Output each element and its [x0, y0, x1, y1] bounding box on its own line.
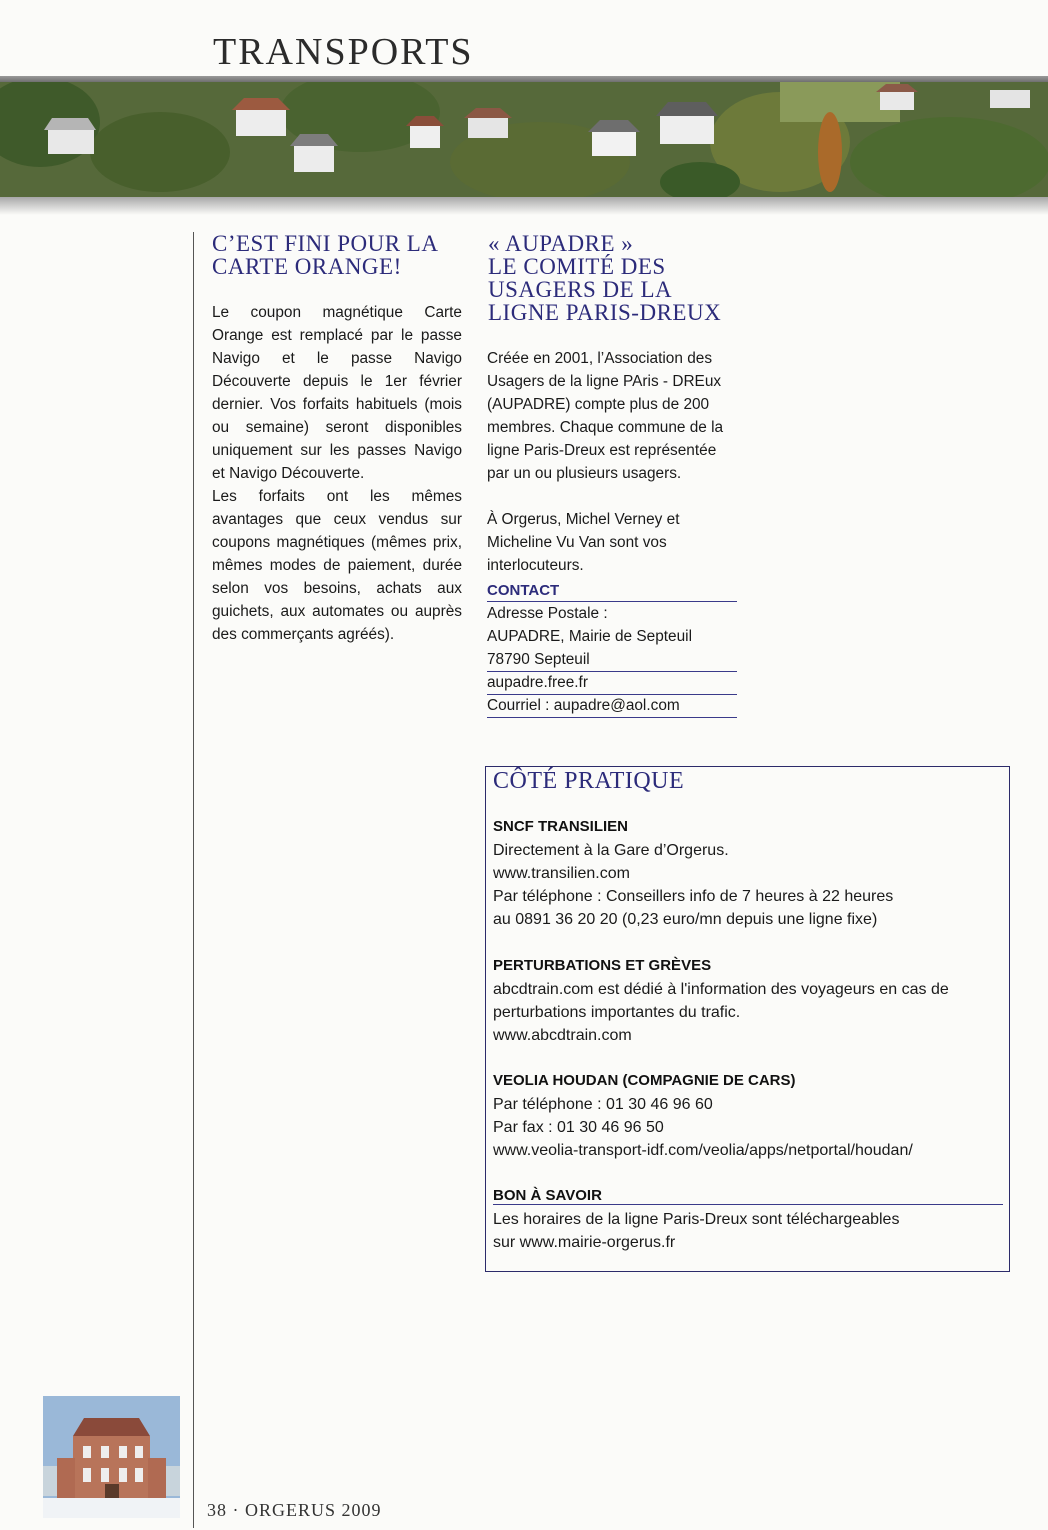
bon-a-savoir-line-1: Les horaires de la ligne Paris-Dreux sont téléchargeables	[493, 1211, 900, 1228]
contact-address-line-1: AUPADRE, Mairie de Septeuil	[487, 628, 693, 645]
sncf-line-3: Par téléphone : Conseillers info de 7 heures à 22 heures	[493, 888, 894, 905]
page-title: TRANSPORTS	[213, 31, 474, 73]
contact-website-link[interactable]: aupadre.free.fr	[487, 671, 737, 695]
veolia-heading: VEOLIA HOUDAN (COMPAGNIE DE CARS)	[493, 1072, 796, 1089]
perturbations-heading: PERTURBATIONS ET GRÈVES	[493, 957, 712, 974]
contact-label: CONTACT	[487, 580, 737, 602]
carte-orange-paragraph-1: Le coupon magnétique Carte Orange est remplacé par le passe Navigo et le passe Navigo Découverte depuis le 1er février dernier. Vos forfaits habituels (mois ou semaine) seront disponibles uniquement sur les passes Navigo et Navigo Découverte.	[212, 304, 462, 482]
perturbations-line-2: perturbations importantes du trafic.	[493, 1004, 741, 1021]
column-divider	[193, 232, 194, 1528]
carte-orange-paragraph-2: Les forfaits ont les mêmes avantages que ceux vendus sur coupons magnétiques (mêmes prix, mêmes modes de paiement, durée selon vos besoins, achats aux guichets, aux automates ou auprès des commerçants agréés).	[212, 488, 462, 643]
aerial-village-banner-image	[0, 82, 1048, 197]
sncf-transilien-heading: SNCF TRANSILIEN	[493, 818, 628, 835]
aupadre-paragraph-1: Créée en 2001, l’Association des Usagers de la ligne PAris - DREux (AUPADRE) compte plus de 200 membres. Chaque commune de la ligne Paris-Dreux est représentée par un ou plusieurs usagers.	[487, 350, 724, 482]
aupadre-heading: « AUPADRE » LE COMITÉ DES USAGERS DE LA LIGNE PARIS-DREUX	[488, 231, 722, 325]
abcdtrain-website-link[interactable]: www.abcdtrain.com	[493, 1027, 632, 1044]
veolia-website-link[interactable]: www.veolia-transport-idf.com/veolia/apps/netportal/houdan/	[493, 1142, 913, 1159]
banner-shadow	[0, 197, 1048, 215]
sncf-line-1: Directement à la Gare d’Orgerus.	[493, 842, 729, 859]
perturbations-line-1: abcdtrain.com est dédié à l'information des voyageurs en cas de	[493, 981, 949, 998]
carte-orange-heading: C’EST FINI POUR LA CARTE ORANGE!	[212, 231, 439, 279]
contact-email-link[interactable]: Courriel : aupadre@aol.com	[487, 694, 737, 718]
sncf-line-4: au 0891 36 20 20 (0,23 euro/mn depuis une ligne fixe)	[493, 911, 878, 928]
aupadre-paragraph-2: À Orgerus, Michel Verney et Micheline Vu Van sont vos interlocuteurs.	[487, 511, 680, 574]
veolia-fax: Par fax : 01 30 46 96 50	[493, 1119, 664, 1136]
contact-address-label: Adresse Postale :	[487, 605, 608, 622]
bon-a-savoir-line-2: sur www.mairie-orgerus.fr	[493, 1234, 676, 1251]
page-footer: 38 · ORGERUS 2009	[207, 1500, 382, 1520]
aerial-village-illustration	[0, 82, 1048, 197]
contact-address-line-2: 78790 Septeuil	[487, 648, 737, 672]
veolia-phone: Par téléphone : 01 30 46 96 60	[493, 1096, 713, 1113]
practical-info-title: CÔTÉ PRATIQUE	[493, 768, 685, 794]
town-hall-photo	[43, 1396, 180, 1518]
bon-a-savoir-heading: BON À SAVOIR	[493, 1187, 1003, 1205]
sncf-website-link[interactable]: www.transilien.com	[493, 865, 630, 882]
town-hall-illustration	[43, 1396, 180, 1518]
